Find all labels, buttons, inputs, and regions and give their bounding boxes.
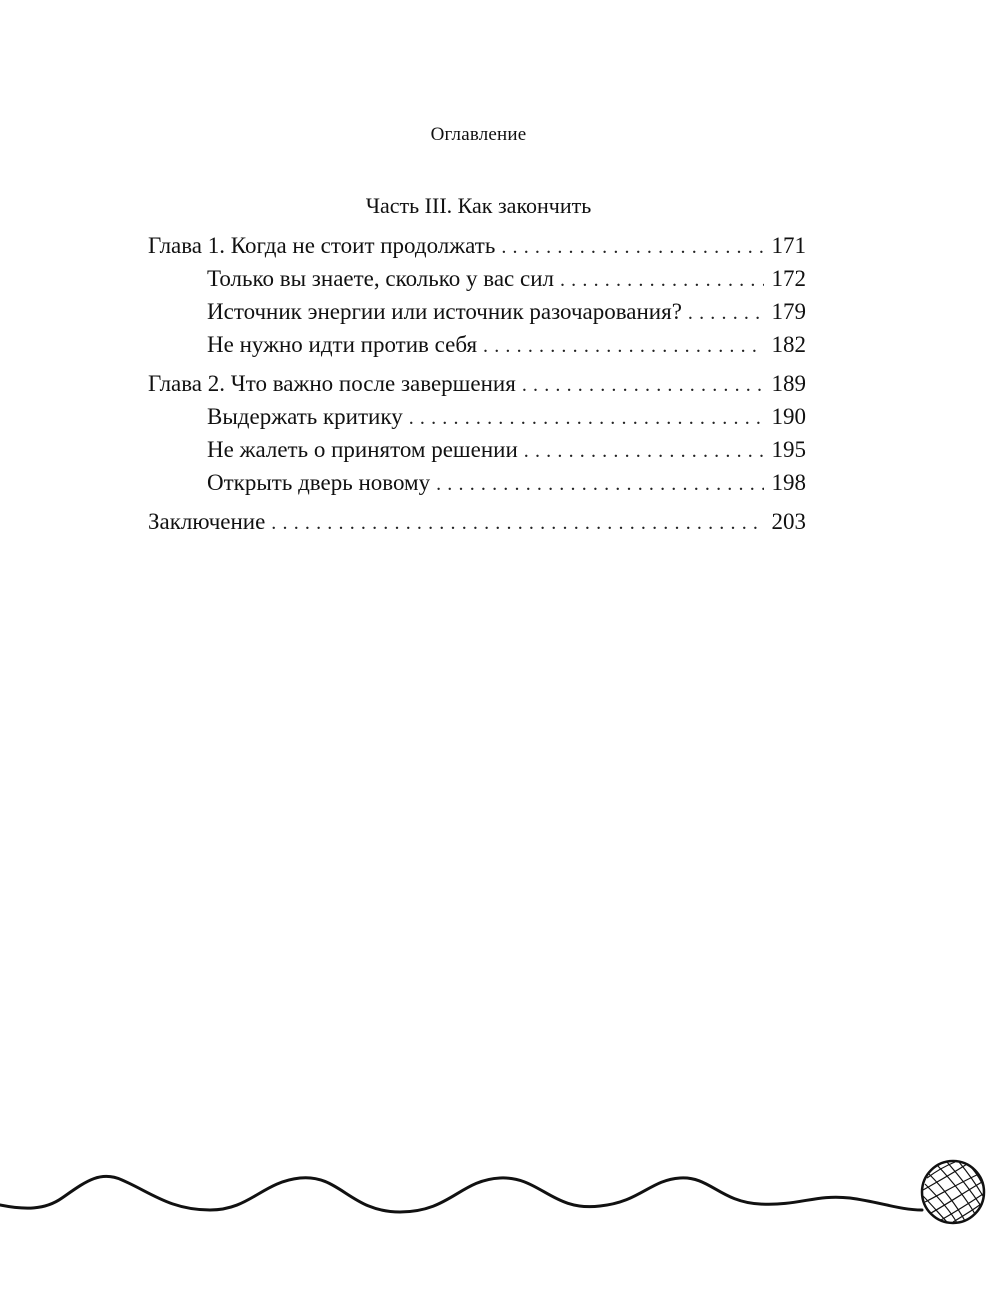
- toc-page-number: 198: [771, 470, 806, 495]
- toc-page-number: 182: [771, 332, 806, 357]
- toc-entry-conclusion[interactable]: [148, 506, 806, 539]
- toc-page-number: 195: [771, 437, 806, 462]
- toc-entry-section[interactable]: [148, 434, 806, 467]
- dot-leader: [436, 468, 764, 500]
- toc-page-number: 172: [771, 266, 806, 291]
- toc-entry-chapter-1[interactable]: [148, 230, 806, 263]
- table-of-contents: [148, 230, 806, 539]
- toc-page-number: 190: [771, 404, 806, 429]
- dot-leader: [688, 297, 764, 329]
- yarn-ball-icon: [922, 1161, 984, 1223]
- toc-entry-section[interactable]: [148, 263, 806, 296]
- dot-leader: [483, 330, 764, 362]
- toc-entry-label: Выдержать критику: [207, 404, 403, 429]
- dot-leader: [409, 402, 764, 434]
- toc-entry-label: Глава 1. Когда не стоит продолжать: [148, 233, 496, 258]
- toc-page-number: 171: [771, 233, 806, 258]
- toc-entry-section[interactable]: [148, 296, 806, 329]
- toc-entry-section[interactable]: [148, 329, 806, 362]
- toc-page-number: 189: [771, 371, 806, 396]
- toc-entry-label: Не нужно идти против себя: [207, 332, 478, 357]
- toc-entry-section[interactable]: [148, 401, 806, 434]
- dot-leader: [501, 231, 764, 263]
- wavy-thread-icon: [0, 1176, 922, 1212]
- toc-entry-chapter-2[interactable]: [148, 368, 806, 401]
- toc-entry-label: Глава 2. Что важно после завершения: [148, 371, 516, 396]
- toc-page-number: 179: [771, 299, 806, 324]
- toc-page-number: 203: [771, 509, 806, 534]
- toc-entry-label: Источник энергии или источник разочарования?: [207, 299, 682, 324]
- toc-entry-label: Заключение: [148, 509, 266, 534]
- dot-leader: [271, 507, 764, 539]
- toc-entry-label: Не жалеть о принятом решении: [207, 437, 518, 462]
- running-header: Оглавление: [430, 124, 527, 145]
- part-title: Часть III. Как закончить: [365, 193, 592, 218]
- dot-leader: [560, 264, 764, 296]
- dot-leader: [524, 435, 764, 467]
- toc-entry-label: Открыть дверь новому: [207, 470, 431, 495]
- dot-leader: [522, 369, 764, 401]
- footer-decoration: [0, 1140, 987, 1250]
- toc-entry-label: Только вы знаете, сколько у вас сил: [207, 266, 554, 291]
- toc-entry-section[interactable]: [148, 467, 806, 500]
